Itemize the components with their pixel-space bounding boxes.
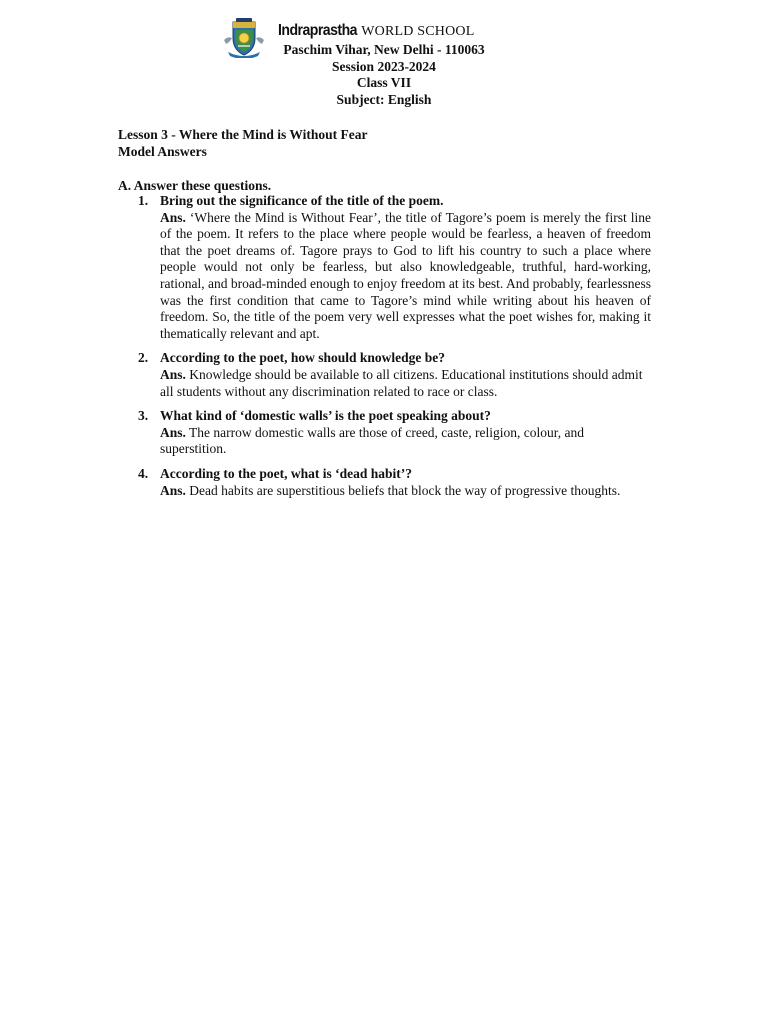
section-heading: A. Answer these questions. xyxy=(118,178,272,193)
answer-body: ‘Where the Mind is Without Fear’, the title of Tagore’s poem is merely the first line of the poem. It refers to the place where people would be fearless, a heaven of freedom that the poet dreams of. Tagore prays to God to lift his country to such a place where people would not only be fearless, but also knowledgeable, truthful, hard-working, rational, and broad-minded enough to enjoy freedom at its best. And probably, fearlessness was the first condition that came to Tagore’s mind while writing about his heaven of freedom. So, the title of the poem very well expresses what the poet wishes for, making it thematically relevant and apt. xyxy=(160,209,652,341)
class-label: Class VII xyxy=(356,75,412,90)
question-text: According to the poet, what is ‘dead habit’? xyxy=(160,465,412,481)
question-number: 3. xyxy=(138,408,149,424)
answer-text xyxy=(160,367,651,400)
question-number: 4. xyxy=(138,465,149,481)
answer-label: Ans. xyxy=(160,366,186,382)
document-header xyxy=(0,16,768,108)
answer-text xyxy=(160,210,651,343)
lesson-heading xyxy=(118,126,368,160)
answer-label: Ans. xyxy=(160,424,186,440)
question-list xyxy=(118,193,651,507)
question-number: 1. xyxy=(138,193,149,208)
answer-label: Ans. xyxy=(160,482,186,498)
school-address: Paschim Vihar, New Delhi - 110063 xyxy=(283,42,485,57)
session-label: Session 2023-2024 xyxy=(332,58,436,74)
question-item xyxy=(118,466,651,499)
lesson-title: Lesson 3 - Where the Mind is Without Fear xyxy=(118,127,368,142)
answer-body: Knowledge should be available to all citizens. Educational institutions should admit all students without any discrimination related to race or class. xyxy=(160,366,643,399)
answer-body: Dead habits are superstitious beliefs that block the way of progressive thoughts. xyxy=(189,482,621,498)
question-item xyxy=(118,350,651,400)
answer-label: Ans. xyxy=(160,209,186,225)
question-number: 2. xyxy=(138,350,149,366)
question-text: What kind of ‘domestic walls’ is the poet speaking about? xyxy=(160,408,491,424)
question-item xyxy=(118,193,651,342)
school-crest-icon xyxy=(222,16,266,58)
answer-text xyxy=(160,425,651,458)
subject-label: Subject: English xyxy=(336,91,432,107)
school-brand: Indraprastha xyxy=(278,22,357,39)
answer-body: The narrow domestic walls are those of creed, caste, religion, colour, and superstition. xyxy=(160,424,584,457)
question-text: According to the poet, how should knowledge be? xyxy=(160,350,446,366)
answer-text xyxy=(160,483,651,500)
question-item xyxy=(118,408,651,458)
school-name xyxy=(278,19,474,44)
school-suffix: WORLD SCHOOL xyxy=(361,24,475,39)
question-text: Bring out the significance of the title of the poem. xyxy=(160,193,444,208)
lesson-subtitle: Model Answers xyxy=(118,144,207,159)
school-title-line xyxy=(0,16,768,40)
